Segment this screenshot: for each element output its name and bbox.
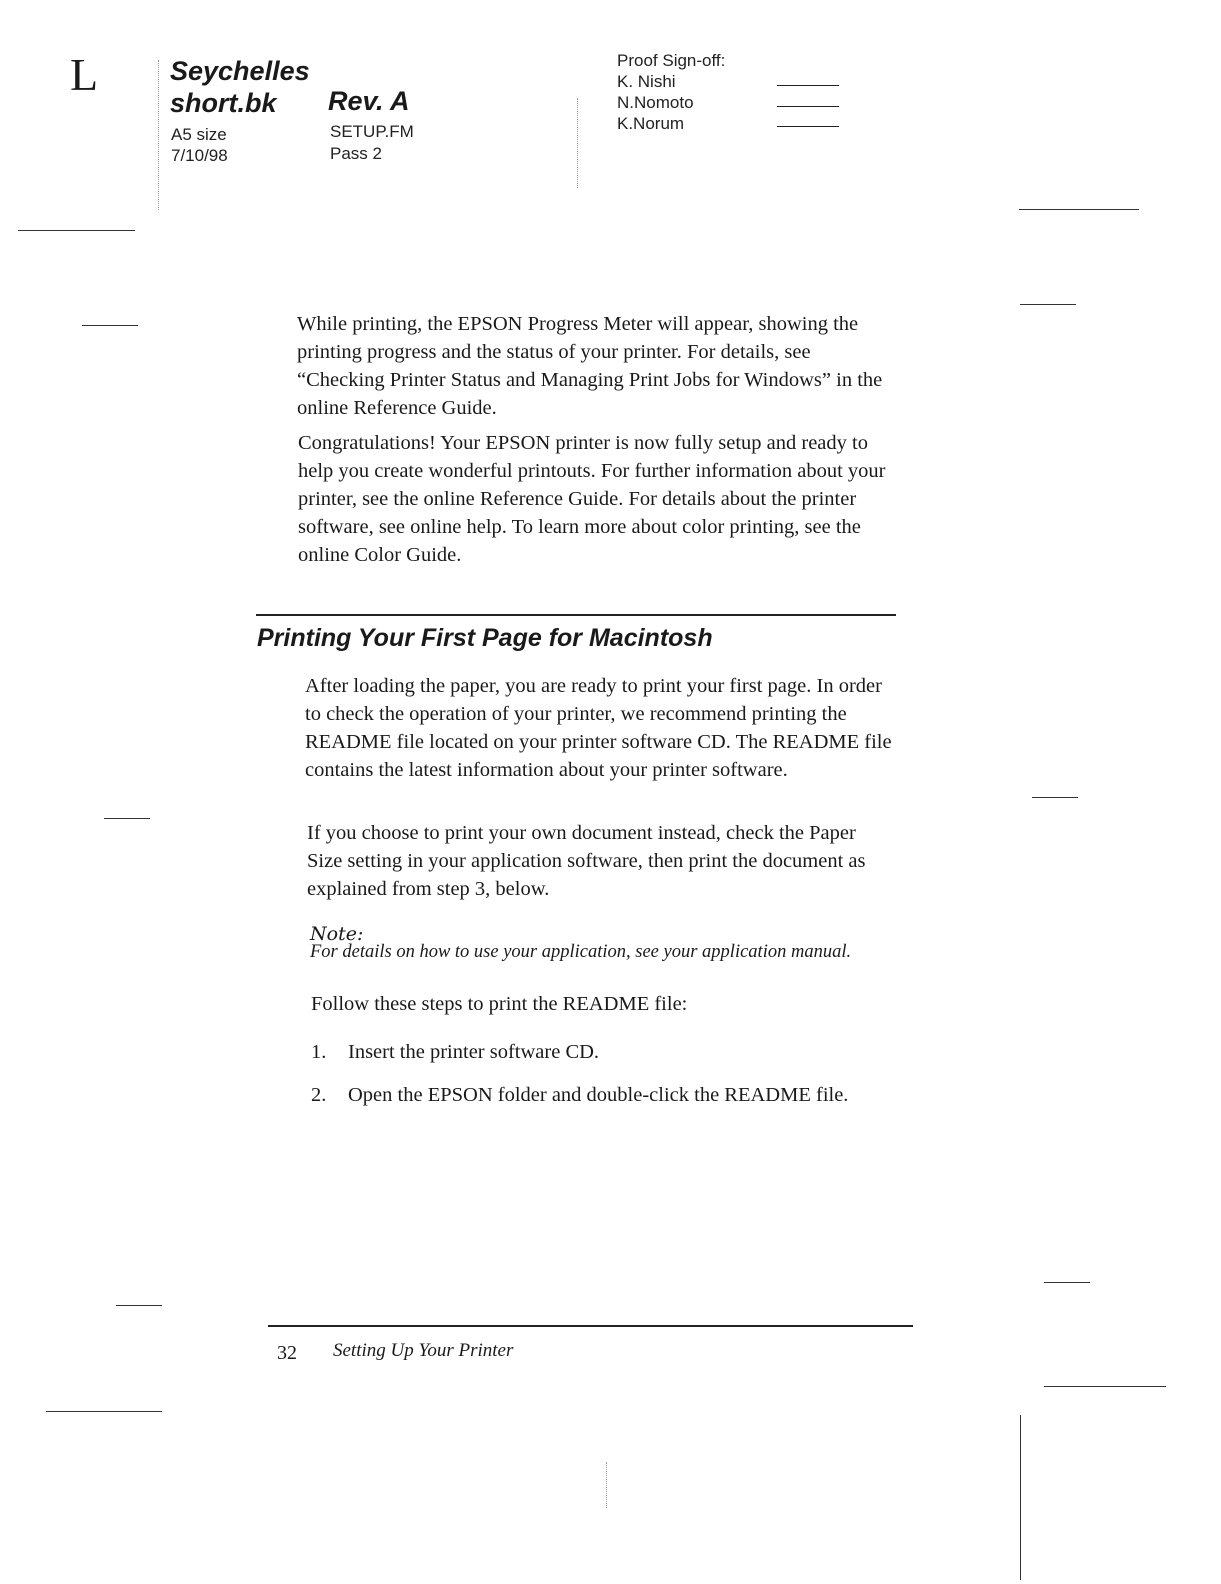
note-text: For details on how to use your application, see your application manual.: [310, 942, 852, 962]
intro-paragraph: While printing, the EPSON Progress Meter will appear, showing the printing progress and the status of your printer. For details, see “Checking Printer Status and Managing Print Jobs for Windows” in the online Reference Guide.: [297, 313, 883, 419]
footer-chapter-title: Setting Up Your Printer: [333, 1340, 514, 1361]
step-text: Open the EPSON folder and double-click the README file.: [348, 1084, 849, 1106]
section-paragraph: After loading the paper, you are ready to print your first page. In order to check the operation of your printer, we recommend printing the README file located on your printer software CD. The README file contains the latest information about your printer software.: [305, 675, 892, 781]
crop-mark: [46, 1411, 162, 1412]
size-label: A5 size: [171, 125, 227, 144]
book-name: Seychelles: [170, 56, 310, 86]
proof-signer: K. Nishi: [617, 72, 676, 91]
signature-line: [777, 106, 839, 107]
crop-mark: [1032, 797, 1078, 798]
crop-mark: [82, 325, 138, 326]
footer-rule: [268, 1325, 913, 1327]
step-number: 2.: [311, 1084, 327, 1106]
header-dotted-rule: [577, 98, 578, 188]
date-label: 7/10/98: [171, 146, 228, 165]
signature-line: [777, 85, 839, 86]
list-item: [311, 1081, 848, 1109]
proof-signer: N.Nomoto: [617, 93, 694, 112]
crop-mark: [1020, 304, 1076, 305]
header-dotted-rule: [158, 60, 159, 210]
chapter-file: SETUP.FM: [330, 122, 414, 141]
proof-label: Proof Sign-off:: [617, 51, 726, 70]
section-rule: [256, 614, 896, 616]
file-name: short.bk: [170, 88, 277, 118]
step-number: 1.: [311, 1041, 327, 1063]
intro-paragraph: Congratulations! Your EPSON printer is now fully setup and ready to help you create wonderful printouts. For further information about your printer, see the online Reference Guide. For details about the printer software, see online help. To learn more about color printing, see the online Color Guide.: [298, 432, 886, 566]
section-title: Printing Your First Page for Macintosh: [257, 624, 713, 652]
bottom-dotted-rule: [606, 1462, 607, 1508]
crop-mark: [1044, 1386, 1166, 1387]
page-number: 32: [277, 1342, 297, 1364]
pass-label: Pass 2: [330, 144, 382, 163]
crop-mark: [18, 230, 135, 231]
crop-mark: [1019, 209, 1139, 210]
section-paragraph: If you choose to print your own document instead, check the Paper Size setting in your application software, then print the document as explained from step 3, below.: [307, 822, 866, 900]
corner-mark: L: [70, 49, 99, 100]
signature-line: [777, 126, 839, 127]
step-text: Insert the printer software CD.: [348, 1041, 600, 1063]
note-label: Note:: [310, 923, 364, 945]
crop-mark-vertical: [1020, 1415, 1021, 1580]
proof-signer: K.Norum: [617, 114, 685, 133]
revision: Rev. A: [328, 86, 410, 116]
steps-intro: Follow these steps to print the README file:: [311, 993, 688, 1015]
proof-signoff: [617, 50, 725, 134]
crop-mark: [1044, 1282, 1090, 1283]
crop-mark: [104, 818, 150, 819]
list-item: [311, 1038, 599, 1066]
crop-mark: [116, 1305, 162, 1306]
